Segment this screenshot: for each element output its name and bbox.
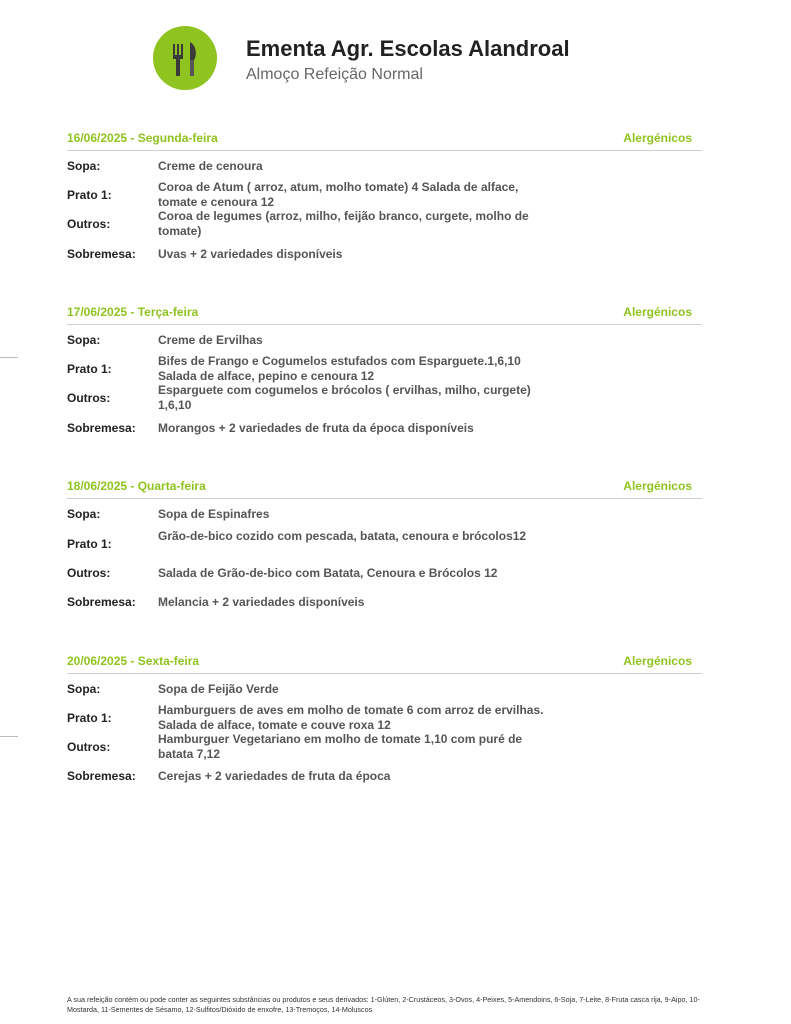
label-prato1: Prato 1:	[67, 537, 112, 551]
day-date: 20/06/2025 - Sexta-feira	[67, 654, 200, 668]
label-outros: Outros:	[67, 391, 111, 405]
label-outros: Outros:	[67, 566, 111, 580]
day-section	[67, 305, 702, 445]
label-sobremesa: Sobremesa:	[67, 247, 136, 261]
label-prato1: Prato 1:	[67, 188, 112, 202]
label-sobremesa: Sobremesa:	[67, 595, 136, 609]
day-header	[67, 479, 702, 499]
value-sobremesa: Uvas + 2 variedades disponíveis	[158, 247, 343, 261]
value-sopa: Sopa de Feijão Verde	[158, 682, 279, 696]
value-outros: Salada de Grão-de-bico com Batata, Cenoura e Brócolos 12	[158, 566, 498, 580]
label-outros: Outros:	[67, 740, 111, 754]
margin-mark	[0, 736, 18, 737]
day-date: 18/06/2025 - Quarta-feira	[67, 479, 206, 493]
day-section	[67, 654, 702, 794]
value-prato1: Grão-de-bico cozido com pescada, batata, cenoura e brócolos12	[158, 529, 527, 543]
page-subtitle: Almoço Refeição Normal	[246, 66, 423, 83]
value-sobremesa: Morangos + 2 variedades de fruta da época disponíveis	[158, 421, 474, 435]
label-prato1: Prato 1:	[67, 711, 112, 725]
value-sobremesa: Melancia + 2 variedades disponíveis	[158, 595, 365, 609]
day-date: 17/06/2025 - Terça-feira	[67, 305, 199, 319]
value-prato1: Hamburguers de aves em molho de tomate 6 com arroz de ervilhas. Salada de alface, tomate e couve roxa 12	[158, 703, 544, 732]
label-sopa: Sopa:	[67, 682, 101, 696]
value-outros: Coroa de legumes (arroz, milho, feijão branco, curgete, molho de tomate)	[158, 209, 529, 238]
value-prato1: Bifes de Frango e Cogumelos estufados com Esparguete.1,6,10 Salada de alface, pepino e cenoura 12	[158, 354, 521, 383]
day-section	[67, 131, 702, 271]
value-sopa: Sopa de Espinafres	[158, 507, 270, 521]
allergens-link[interactable]: Alergénicos	[623, 305, 692, 319]
margin-mark	[0, 357, 18, 358]
fork-knife-icon	[153, 26, 217, 90]
day-header	[67, 654, 702, 674]
value-sopa: Creme de cenoura	[158, 159, 263, 173]
label-sopa: Sopa:	[67, 507, 101, 521]
label-prato1: Prato 1:	[67, 362, 112, 376]
day-header	[67, 131, 702, 151]
allergens-link[interactable]: Alergénicos	[623, 479, 692, 493]
label-sopa: Sopa:	[67, 333, 101, 347]
label-outros: Outros:	[67, 217, 111, 231]
day-date: 16/06/2025 - Segunda-feira	[67, 131, 218, 145]
label-sopa: Sopa:	[67, 159, 101, 173]
allergens-link[interactable]: Alergénicos	[623, 131, 692, 145]
value-sobremesa: Cerejas + 2 variedades de fruta da época	[158, 769, 391, 783]
value-outros: Esparguete com cogumelos e brócolos ( ervilhas, milho, curgete) 1,6,10	[158, 383, 531, 412]
value-outros: Hamburguer Vegetariano em molho de tomate 1,10 com puré de batata 7,12	[158, 732, 523, 761]
allergens-link[interactable]: Alergénicos	[623, 654, 692, 668]
value-prato1: Coroa de Atum ( arroz, atum, molho tomate) 4 Salada de alface, tomate e cenoura 12	[158, 180, 519, 209]
page-title: Ementa Agr. Escolas Alandroal	[246, 36, 570, 61]
allergen-footnote: A sua refeição contém ou pode conter as seguintes substâncias ou produtos e seus derivados: 1-Glúten, 2-Crustáceos, 3-Ovos, 4-Peixes, 5-Amendoins, 6-Soja, 7-Leite, 8-Fruta casca rija, 9-Aipo, 10-Mostarda, 11-Sementes de Sésamo, 12-Sulfitos/Dióxido de enxofre, 13-Tremoços, 14-Moluscos	[67, 995, 700, 1014]
day-header	[67, 305, 702, 325]
label-sobremesa: Sobremesa:	[67, 421, 136, 435]
label-sobremesa: Sobremesa:	[67, 769, 136, 783]
value-sopa: Creme de Ervilhas	[158, 333, 263, 347]
day-section	[67, 479, 702, 619]
